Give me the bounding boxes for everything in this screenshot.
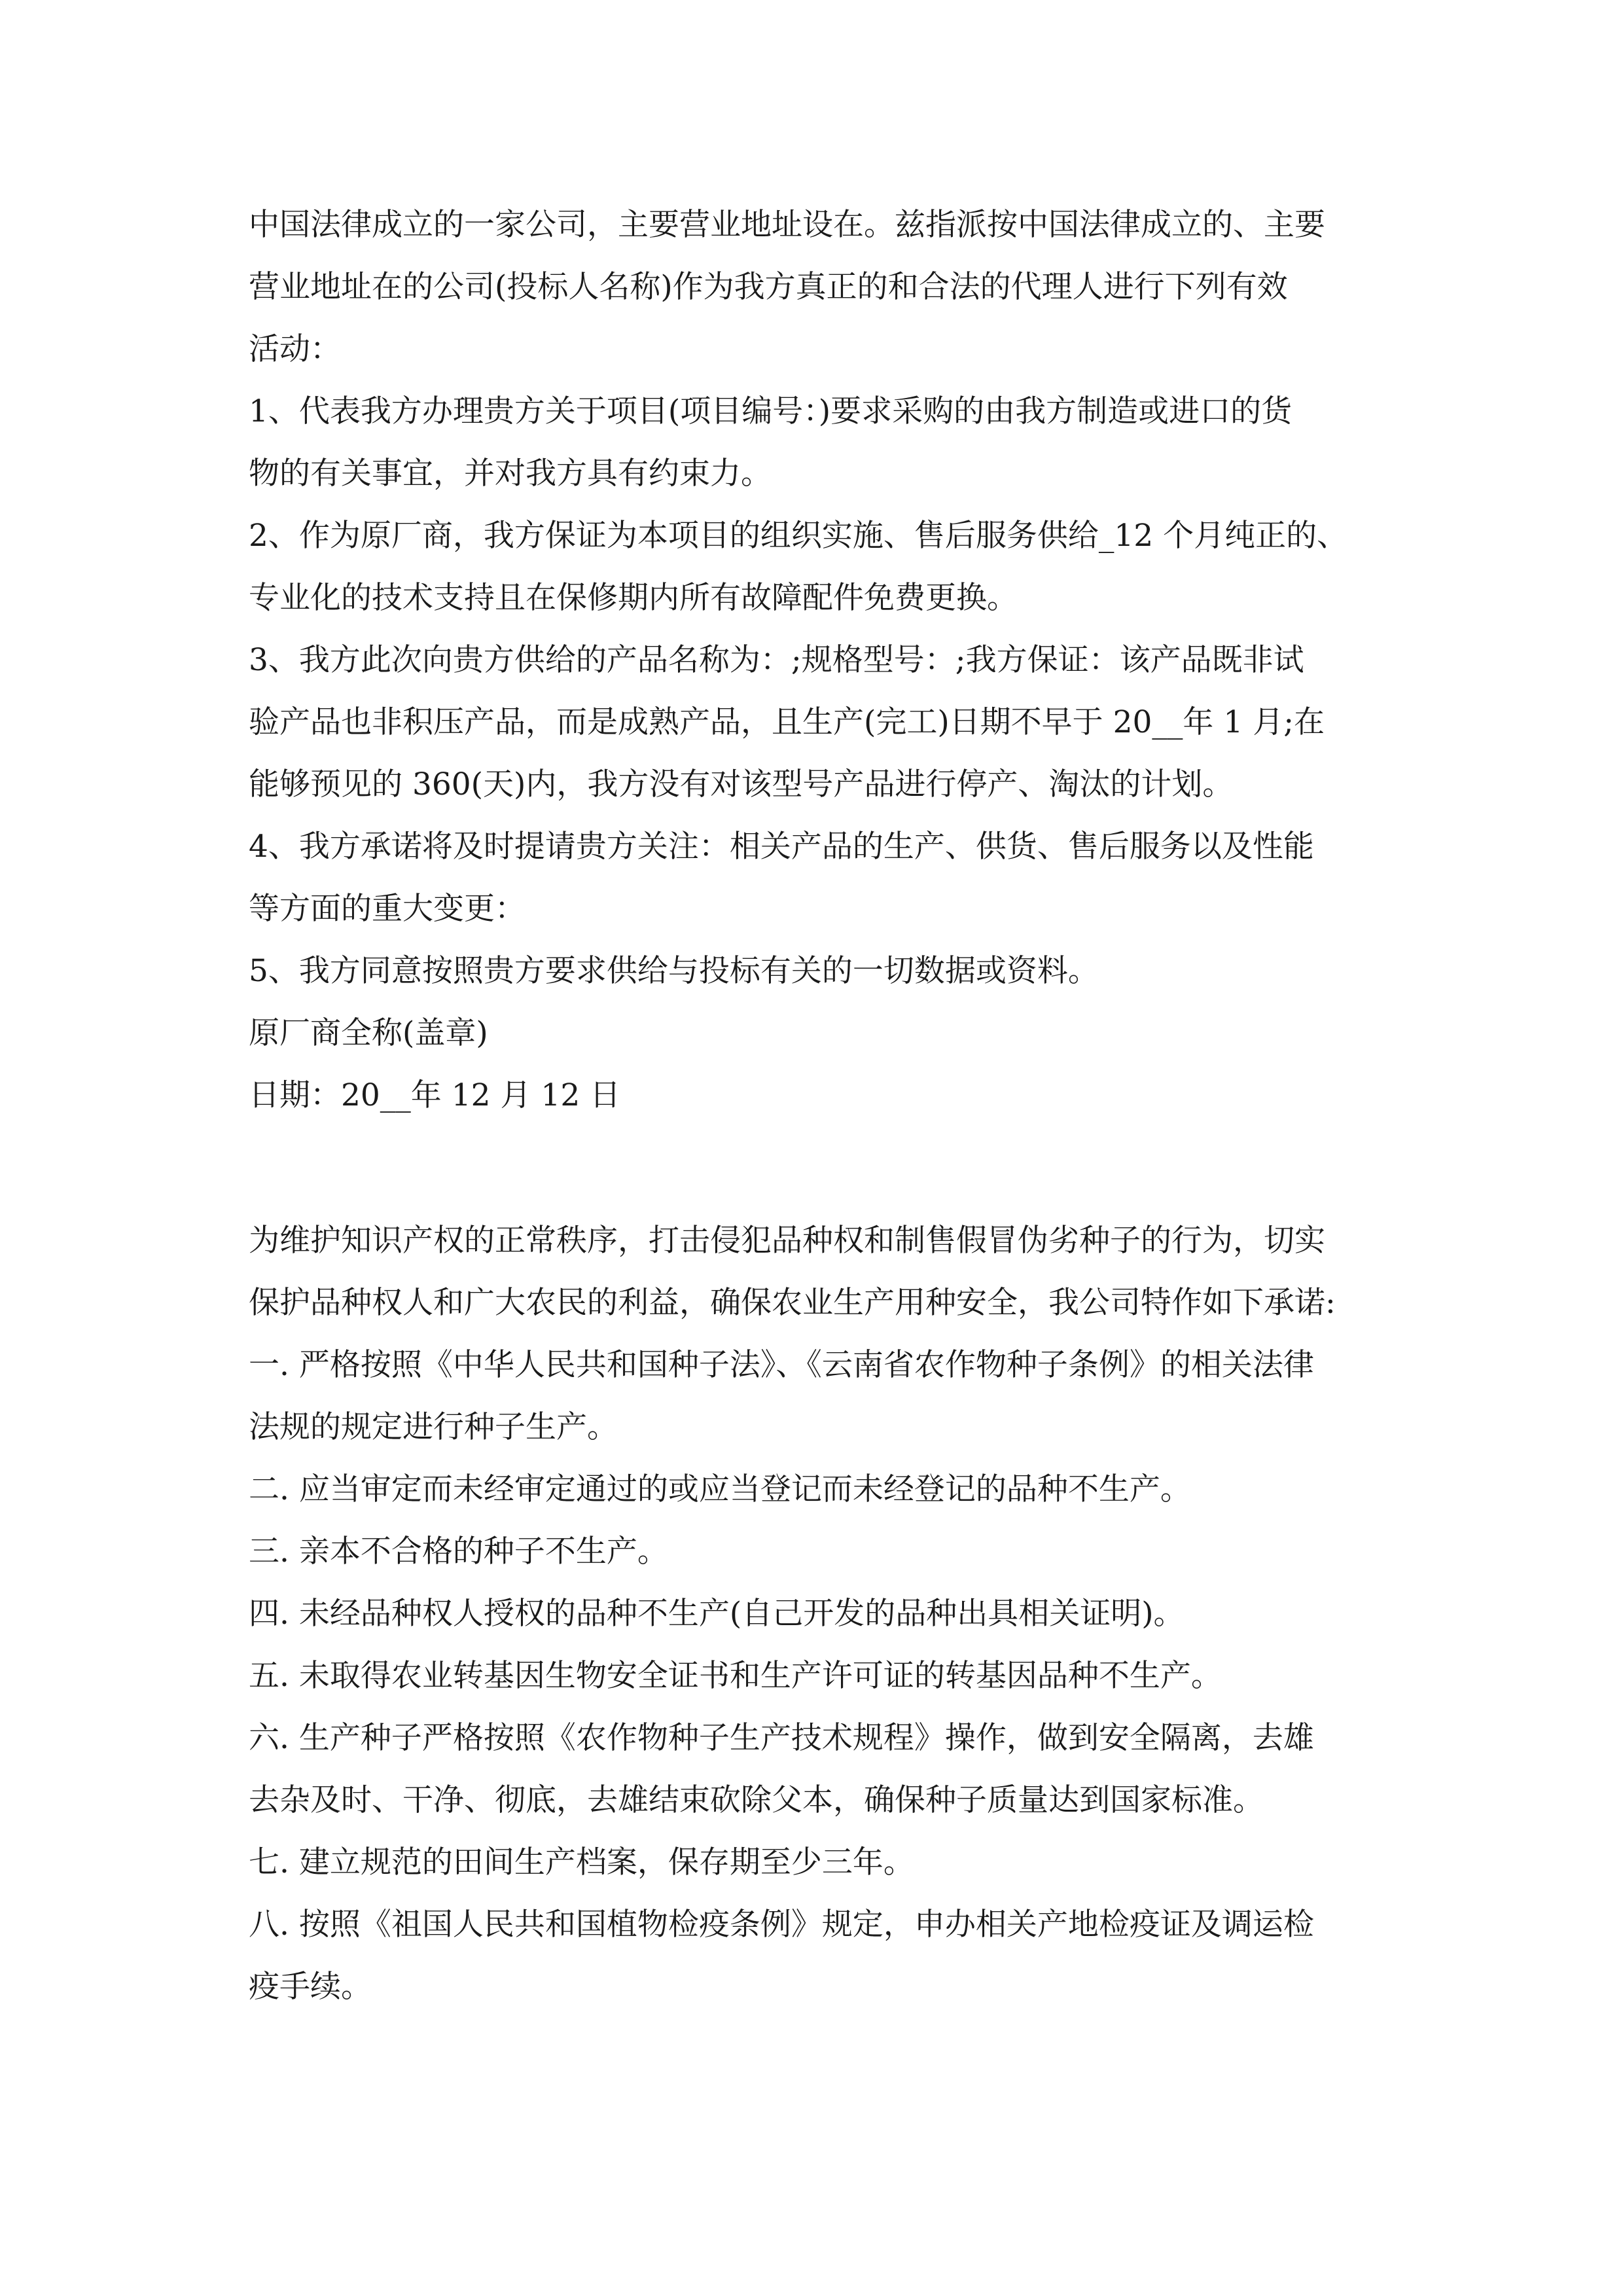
text-line: 二. 应当审定而未经审定通过的或应当登记而未经登记的品种不生产。 <box>249 1471 1191 1507</box>
text-line: 去杂及时、干净、彻底，去雄结束砍除父本，确保种子质量达到国家标准。 <box>249 1782 1264 1818</box>
signatory-line: 原厂商全称(盖章) <box>249 1015 488 1051</box>
text-line: 3、我方此次向贵方供给的产品名称为：;规格型号：;我方保证：该产品既非试 <box>249 642 1304 678</box>
text-line: 等方面的重大变更： <box>249 891 526 927</box>
text-line: 专业化的技术支持且在保修期内所有故障配件免费更换。 <box>249 580 1018 616</box>
text-line: 能够预见的 360(天)内，我方没有对该型号产品进行停产、淘汰的计划。 <box>249 766 1234 802</box>
text-line: 保护品种权人和广大农民的利益，确保农业生产用种安全，我公司特作如下承诺: <box>249 1285 1336 1321</box>
seed-commitment <box>249 1210 1387 2018</box>
text-line: 5、我方同意按照贵方要求供给与投标有关的一切数据或资料。 <box>249 953 1099 989</box>
authorization-letter <box>249 194 1387 1126</box>
text-line: 五. 未取得农业转基因生物安全证书和生产许可证的转基因品种不生产。 <box>249 1658 1222 1694</box>
text-line: 4、我方承诺将及时提请贵方关注：相关产品的生产、供货、售后服务以及性能 <box>249 829 1314 865</box>
text-line: 四. 未经品种权人授权的品种不生产(自己开发的品种出具相关证明)。 <box>249 1596 1185 1632</box>
text-line: 为维护知识产权的正常秩序，打击侵犯品种权和制售假冒伪劣种子的行为，切实 <box>249 1223 1325 1259</box>
text-line: 验产品也非积压产品，而是成熟产品，且生产(完工)日期不早于 20__年 1 月;在 <box>249 704 1325 740</box>
text-line: 物的有关事宜，并对我方具有约束力。 <box>249 456 772 492</box>
text-line: 八. 按照《祖国人民共和国植物检疫条例》规定，申办相关产地检疫证及调运检 <box>249 1907 1314 1943</box>
text-line: 七. 建立规范的田间生产档案，保存期至少三年。 <box>249 1844 914 1880</box>
text-line: 疫手续。 <box>249 1969 372 2005</box>
text-line: 三. 亲本不合格的种子不生产。 <box>249 1534 668 1570</box>
text-line: 法规的规定进行种子生产。 <box>249 1409 618 1445</box>
text-line: 2、作为原厂商，我方保证为本项目的组织实施、售后服务供给_12 个月纯正的、 <box>249 518 1348 554</box>
date-line: 日期：20__年 12 月 12 日 <box>249 1077 621 1113</box>
text-line: 中国法律成立的一家公司，主要营业地址设在。兹指派按中国法律成立的、主要 <box>249 207 1325 243</box>
text-line: 1、代表我方办理贵方关于项目(项目编号：)要求采购的由我方制造或进口的货 <box>249 393 1293 429</box>
text-line: 营业地址在的公司(投标人名称)作为我方真正的和合法的代理人进行下列有效 <box>249 269 1288 305</box>
text-line: 六. 生产种子严格按照《农作物种子生产技术规程》操作，做到安全隔离，去雄 <box>249 1720 1314 1756</box>
text-line: 一. 严格按照《中华人民共和国种子法》、《云南省农作物种子条例》的相关法律 <box>249 1347 1314 1383</box>
text-line: 活动： <box>249 331 341 367</box>
